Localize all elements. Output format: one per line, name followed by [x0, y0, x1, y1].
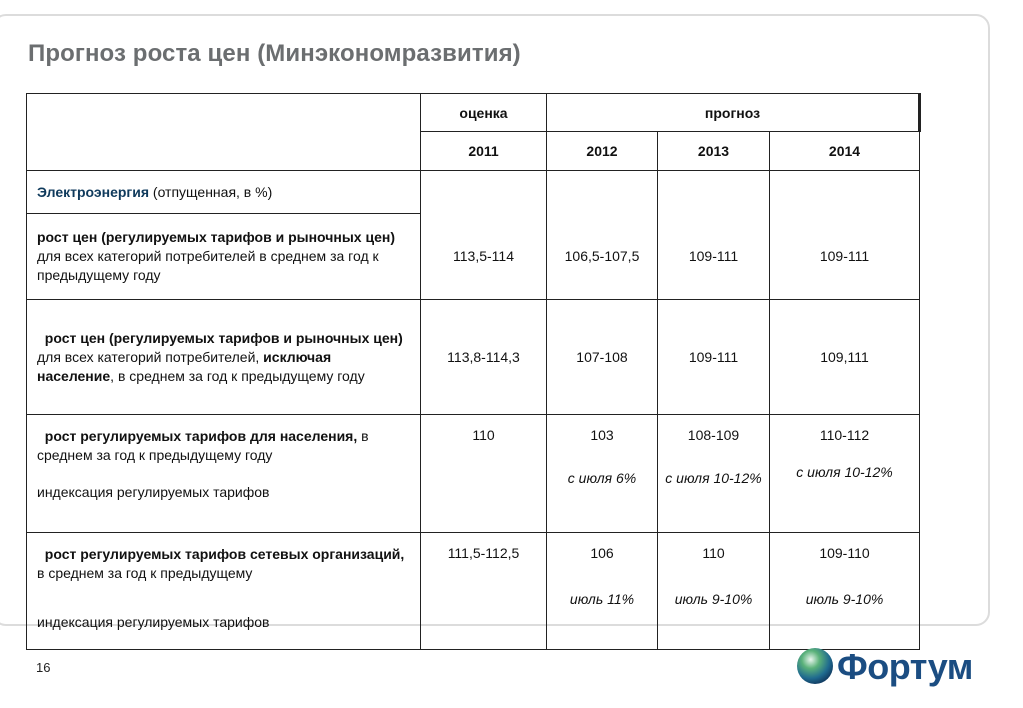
header-forecast: прогноз — [547, 94, 920, 132]
value-main: 108-109 — [687, 427, 740, 443]
category-name: Электроэнергия — [37, 184, 150, 200]
row-description — [27, 300, 421, 415]
page-number: 16 — [36, 660, 51, 675]
logo-text: Фортум — [837, 646, 973, 687]
value-2012: 107-108 — [547, 300, 658, 415]
row-bold-text: рост регулируемых тарифов для населения, — [44, 428, 358, 444]
category-empty-cell — [547, 171, 658, 214]
value-note: июль 9-10% — [674, 591, 753, 607]
value-2012 — [547, 415, 658, 533]
value-note: с июля 10-12% — [665, 470, 762, 486]
value-main: 103 — [590, 427, 614, 443]
value-note: июль 9-10% — [805, 591, 884, 607]
category-row — [27, 171, 920, 214]
value-2013 — [658, 415, 770, 533]
row-description — [27, 214, 421, 300]
value-note: с июля 10-12% — [796, 464, 893, 480]
value-2014: 109,111 — [770, 300, 920, 415]
row-text: для всех категорий потребителей, — [37, 348, 264, 365]
year-2011: 2011 — [421, 132, 547, 171]
row-indexation: индексация регулируемых тарифов — [37, 484, 270, 500]
value-2014 — [770, 415, 920, 533]
value-2011 — [421, 533, 547, 650]
category-empty-cell — [421, 171, 547, 214]
table-row — [27, 415, 920, 533]
header-empty-cell — [27, 94, 421, 171]
row-bold-text-2: исключая население — [37, 348, 332, 384]
value-main: 110 — [472, 427, 495, 443]
price-forecast-table — [26, 93, 921, 650]
row-bold-text: рост цен (регулируемых тарифов и рыночных цен) — [44, 329, 403, 346]
year-2013: 2013 — [658, 132, 770, 171]
value-2013: 109-111 — [658, 214, 770, 300]
row-text: в среднем за год к предыдущему — [37, 565, 253, 581]
value-main: 110 — [702, 545, 725, 561]
value-main: 111,5-112,5 — [447, 545, 520, 561]
row-text: для всех категорий потребителей в среднем за год к предыдущему году — [37, 248, 379, 283]
row-description — [27, 415, 421, 533]
row-text-2: , в среднем за год к предыдущему году — [110, 367, 365, 384]
row-bold-text: рост регулируемых тарифов сетевых организаций, — [44, 546, 405, 562]
value-2012 — [547, 533, 658, 650]
year-2012: 2012 — [547, 132, 658, 171]
year-2014: 2014 — [770, 132, 920, 171]
table-row — [27, 533, 920, 650]
value-2011: 113,8-114,3 — [421, 300, 547, 415]
header-estimate: оценка — [421, 94, 547, 132]
fortum-logo — [795, 642, 995, 690]
value-2011: 113,5-114 — [421, 214, 547, 300]
row-bold-text: рост цен (регулируемых тарифов и рыночных цен) — [37, 229, 395, 245]
row-description — [27, 533, 421, 650]
category-label — [27, 171, 421, 214]
value-note: с июля 6% — [567, 470, 637, 486]
category-empty-cell — [770, 171, 920, 214]
category-empty-cell — [658, 171, 770, 214]
value-2011 — [421, 415, 547, 533]
value-2013 — [658, 533, 770, 650]
table-row — [27, 300, 920, 415]
value-main: 110-112 — [819, 427, 870, 443]
header-row-1 — [27, 94, 920, 132]
value-main: 109-110 — [819, 545, 870, 561]
fortum-sphere-icon — [795, 642, 837, 690]
value-note: июль 11% — [569, 591, 635, 607]
value-2013: 109-111 — [658, 300, 770, 415]
row-indexation: индексация регулируемых тарифов — [37, 614, 270, 630]
row-text: в среднем за год к предыдущему году — [37, 428, 369, 463]
value-main: 106 — [590, 545, 614, 561]
value-2012: 106,5-107,5 — [547, 214, 658, 300]
value-2014: 109-111 — [770, 214, 920, 300]
value-2014 — [770, 533, 920, 650]
table-row — [27, 214, 920, 300]
category-suffix: (отпущенная, в %) — [149, 184, 273, 200]
page-title: Прогноз роста цен (Минэкономразвития) — [28, 40, 521, 67]
